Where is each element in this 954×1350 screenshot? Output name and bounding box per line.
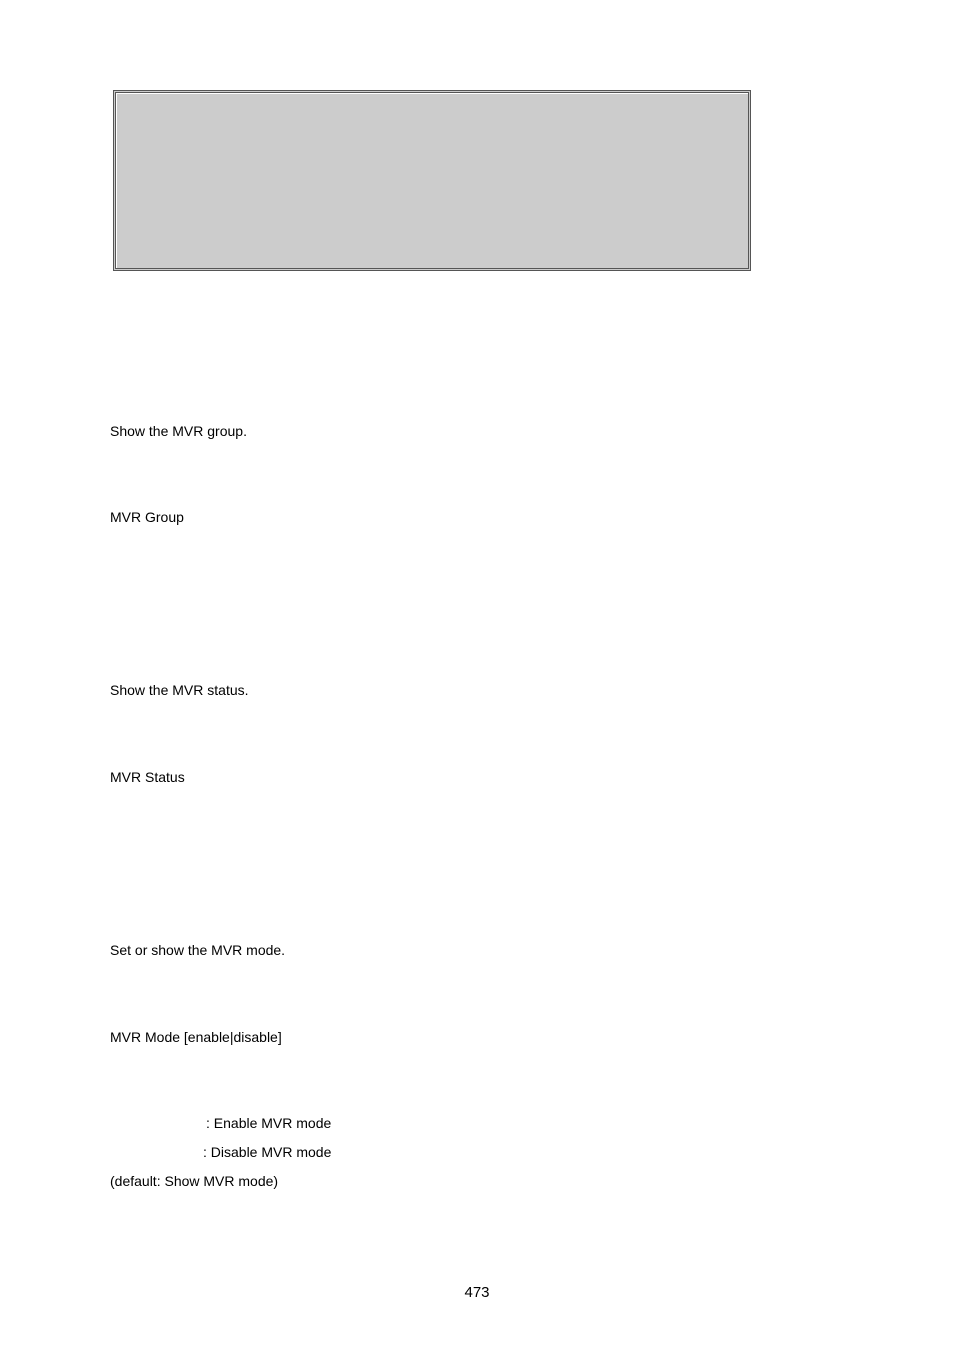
mvr-mode-description: Set or show the MVR mode. <box>110 942 286 958</box>
page-number: 473 <box>464 1284 490 1301</box>
command-example-box <box>113 90 751 271</box>
mvr-status-description: Show the MVR status. <box>110 682 249 698</box>
mvr-group-syntax: MVR Group <box>110 509 184 525</box>
enable-parameter-description: : Enable MVR mode <box>206 1115 332 1131</box>
mvr-mode-syntax: MVR Mode [enable|disable] <box>110 1029 282 1045</box>
mvr-status-syntax: MVR Status <box>110 769 185 785</box>
mvr-group-description: Show the MVR group. <box>110 423 247 439</box>
default-parameter-note: (default: Show MVR mode) <box>110 1173 279 1189</box>
disable-parameter-description: : Disable MVR mode <box>203 1144 332 1160</box>
